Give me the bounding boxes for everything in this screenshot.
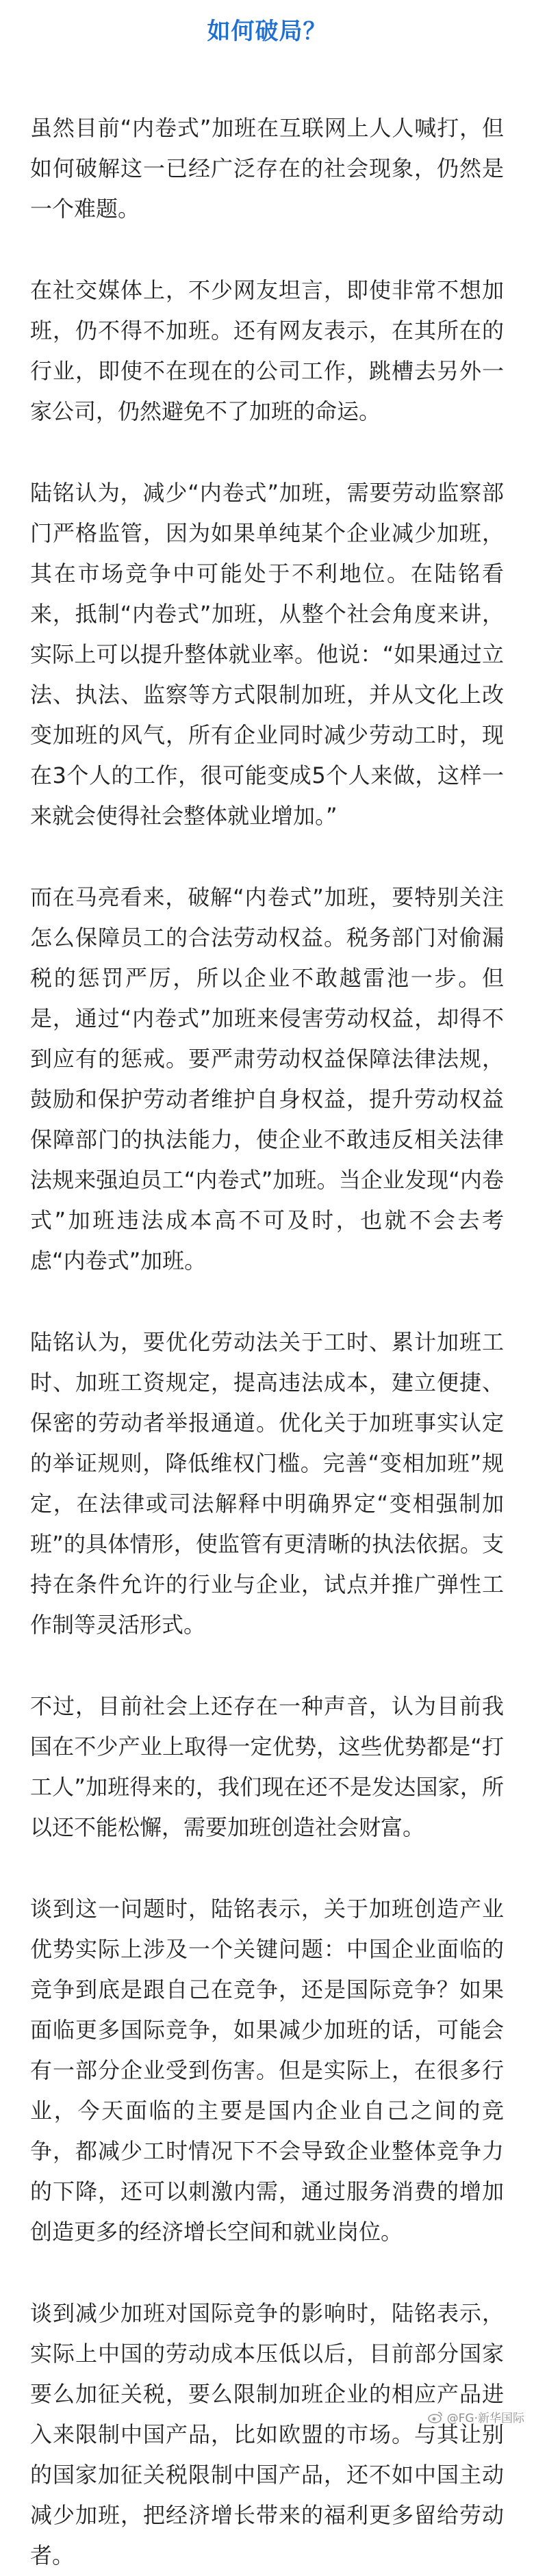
article-paragraph-6: 不过，目前社会上还存在一种声音，认为目前我国在不少产业上取得一定优势，这些优势都是“打工人”加班得来的，我们现在还不是发达国家，所以还不能松懈，需要加班创造社会财富。 [30, 1693, 504, 1840]
article-paragraph-2: 在社交媒体上，不少网友坦言，即使非常不想加班，仍不得不加班。还有网友表示，在其所在的行业，即使不在现在的公司工作，跳槽去另外一家公司，仍然避免不了加班的命运。 [30, 277, 504, 424]
article-paragraph-5: 陆铭认为，要优化劳动法关于工时、累计加班工时、加班工资规定，提高违法成本，建立便捷、保密的劳动者举报通道。优化关于加班事实认定的举证规则，降低维权门槛。完善“变相加班”规定，在法律或司法解释中明确界定“变相强制加班”的具体情形，使监管有更清晰的执法依据。支持在条件允许的行业与企业，试点并推广弹性工作制等灵活形式。 [30, 1329, 504, 1638]
article-paragraph-3: 陆铭认为，减少“内卷式”加班，需要劳动监察部门严格监管，因为如果单纯某个企业减少加班，其在市场竞争中可能处于不利地位。在陆铭看来，抵制“内卷式”加班，从整个社会角度来讲，实际上可以提升整体就业率。他说：“如果通过立法、执法、监察等方式限制加班，并从文化上改变加班的风气，所有企业同时减少劳动工时，现在3个人的工作，很可能变成5个人来做，这样一来就会使得社会整体就业增加。” [30, 480, 504, 829]
article-paragraph-8: 谈到减少加班对国际竞争的影响时，陆铭表示，实际上中国的劳动成本压低以后，目前部分国家要么加征关税，要么限制加班企业的相应产品进入来限制中国产品，比如欧盟的市场。与其让别的国家加征关税限制中国产品，还不如中国主动减少加班，把经济增长带来的福利更多留给劳动者。 [30, 2300, 504, 2568]
section-heading: 如何破局？ [207, 18, 327, 45]
article-paragraph-7: 谈到这一问题时，陆铭表示，关于加班创造产业优势实际上涉及一个关键问题：中国企业面临的竞争到底是跟自己在竞争，还是国际竞争？如果面临更多国际竞争，如果减少加班的话，可能会有一部分企业受到伤害。但是实际上，在很多行业，今天面临的主要是国内企业自己之间的竞争，都减少工时情况下不会导致企业整体竞争力的下降，还可以刺激内需，通过服务消费的增加创造更多的经济增长空间和就业岗位。 [30, 1896, 504, 2245]
article-paragraph-1: 虽然目前“内卷式”加班在互联网上人人喊打，但如何破解这一已经广泛存在的社会现象，仍然是一个难题。 [30, 115, 504, 222]
watermark-text: @FG·新华国际 [446, 2412, 524, 2425]
article-paragraph-4: 而在马亮看来，破解“内卷式”加班，要特别关注怎么保障员工的合法劳动权益。税务部门对偷漏税的惩罚严厉，所以企业不敢越雷池一步。但是，通过“内卷式”加班来侵害劳动权益，却得不到应有的惩戒。要严肃劳动权益保障法律法规，鼓励和保护劳动者维护自身权益，提升劳动权益保障部门的执法能力，使企业不敢违反相关法律法规来强迫员工“内卷式”加班。当企业发现“内卷式”加班违法成本高不可及时，也就不会去考虑“内卷式”加班。 [30, 884, 504, 1274]
watermark [428, 2408, 524, 2425]
weibo-logo-icon [428, 2411, 443, 2423]
